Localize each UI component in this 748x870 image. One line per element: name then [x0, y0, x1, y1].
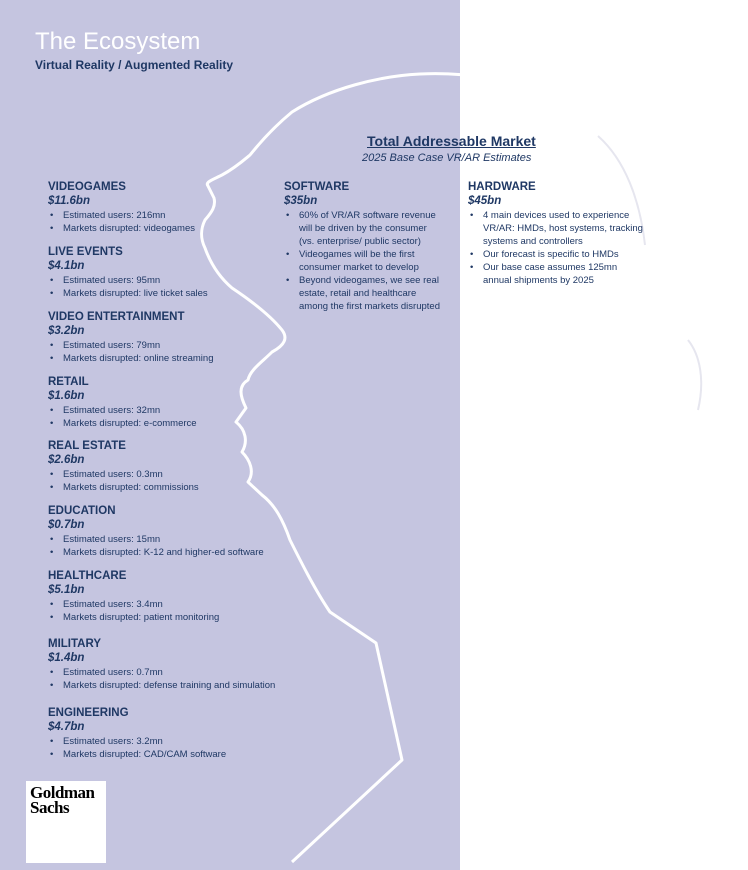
segment-bullets	[48, 339, 214, 365]
bullet-item: • Beyond videogames, we see real estate, retail and healthcare among the first markets disrupted	[284, 274, 444, 313]
bullet-item: • Estimated users: 0.7mn	[48, 666, 275, 679]
bullet-item: • Markets disrupted: CAD/CAM software	[48, 748, 226, 761]
bullet-item: • Markets disrupted: patient monitoring	[48, 611, 219, 624]
bullet-item: • 4 main devices used to experience VR/AR: HMDs, host systems, tracking systems and controllers	[468, 209, 648, 248]
segment-name: ENGINEERING	[48, 707, 129, 719]
segment-bullets	[48, 209, 195, 235]
segment-bullets	[48, 468, 199, 494]
tam-heading: Total Addressable Market	[367, 133, 536, 149]
segment-value: $3.2bn	[48, 325, 85, 337]
segment-hardware	[468, 180, 648, 287]
logo-line-1: Goldman	[30, 783, 95, 802]
bullet-item: • Markets disrupted: videogames	[48, 222, 195, 235]
segment-name: HARDWARE	[468, 181, 536, 193]
bullet-item: • Markets disrupted: commissions	[48, 481, 199, 494]
bullet-item: • Estimated users: 216mn	[48, 209, 195, 222]
bullet-item: • Markets disrupted: live ticket sales	[48, 287, 208, 300]
segment-bullets	[48, 666, 275, 692]
bullet-item: • Markets disrupted: online streaming	[48, 352, 214, 365]
segment-software	[284, 180, 444, 313]
segment-bullets	[468, 209, 648, 287]
segment-video-entertainment	[48, 310, 214, 365]
logo-line-2: Sachs	[30, 798, 70, 817]
bullet-item: • Our base case assumes 125mn annual shipments by 2025	[468, 261, 648, 287]
segment-value: $2.6bn	[48, 454, 85, 466]
segment-bullets	[284, 209, 444, 313]
page-subtitle: Virtual Reality / Augmented Reality	[35, 58, 234, 72]
segment-real-estate	[48, 439, 199, 494]
segment-value: $45bn	[468, 195, 502, 207]
bullet-item: • Estimated users: 95mn	[48, 274, 208, 287]
segment-bullets	[48, 735, 226, 761]
segment-value: $1.6bn	[48, 390, 85, 402]
segment-retail	[48, 375, 197, 430]
segment-name: EDUCATION	[48, 505, 116, 517]
bullet-item: • Markets disrupted: K-12 and higher-ed software	[48, 546, 264, 559]
bullet-item: • Markets disrupted: defense training and simulation	[48, 679, 275, 692]
segment-value: $1.4bn	[48, 652, 85, 664]
segment-engineering	[48, 706, 226, 761]
segment-name: RETAIL	[48, 376, 89, 388]
segment-name: MILITARY	[48, 638, 102, 650]
bullet-item: • Estimated users: 32mn	[48, 404, 197, 417]
segment-value: $5.1bn	[48, 584, 85, 596]
segment-value: $0.7bn	[48, 519, 85, 531]
segment-value: $11.6bn	[48, 195, 90, 207]
segment-name: VIDEOGAMES	[48, 181, 126, 193]
segment-name: VIDEO ENTERTAINMENT	[48, 311, 185, 323]
bullet-item: • Estimated users: 79mn	[48, 339, 214, 352]
bullet-item: • Estimated users: 15mn	[48, 533, 264, 546]
bullet-item: • Estimated users: 3.4mn	[48, 598, 219, 611]
segment-bullets	[48, 274, 208, 300]
segment-name: SOFTWARE	[284, 181, 350, 193]
segment-value: $35bn	[284, 195, 318, 207]
segment-military	[48, 637, 275, 692]
bullet-item: • Markets disrupted: e-commerce	[48, 417, 197, 430]
segment-value: $4.1bn	[48, 260, 85, 272]
bullet-item: • Videogames will be the first consumer market to develop	[284, 248, 444, 274]
page-title: The Ecosystem	[35, 28, 201, 55]
bullet-item: • 60% of VR/AR software revenue will be driven by the consumer (vs. enterprise/ public sector)	[284, 209, 444, 248]
segment-name: REAL ESTATE	[48, 440, 126, 452]
segment-value: $4.7bn	[48, 721, 85, 733]
bullet-item: • Estimated users: 0.3mn	[48, 468, 199, 481]
logo-text	[30, 785, 95, 815]
bullet-item: • Our forecast is specific to HMDs	[468, 248, 648, 261]
segment-bullets	[48, 533, 264, 559]
segment-healthcare	[48, 569, 219, 624]
tam-subheading: 2025 Base Case VR/AR Estimates	[362, 152, 532, 164]
segment-videogames	[48, 180, 195, 235]
segment-bullets	[48, 598, 219, 624]
segment-live-events	[48, 245, 208, 300]
bullet-item: • Estimated users: 3.2mn	[48, 735, 226, 748]
goldman-sachs-logo	[26, 781, 106, 863]
segment-name: LIVE EVENTS	[48, 246, 123, 258]
segment-education	[48, 504, 264, 559]
segment-name: HEALTHCARE	[48, 570, 127, 582]
segment-bullets	[48, 404, 197, 430]
